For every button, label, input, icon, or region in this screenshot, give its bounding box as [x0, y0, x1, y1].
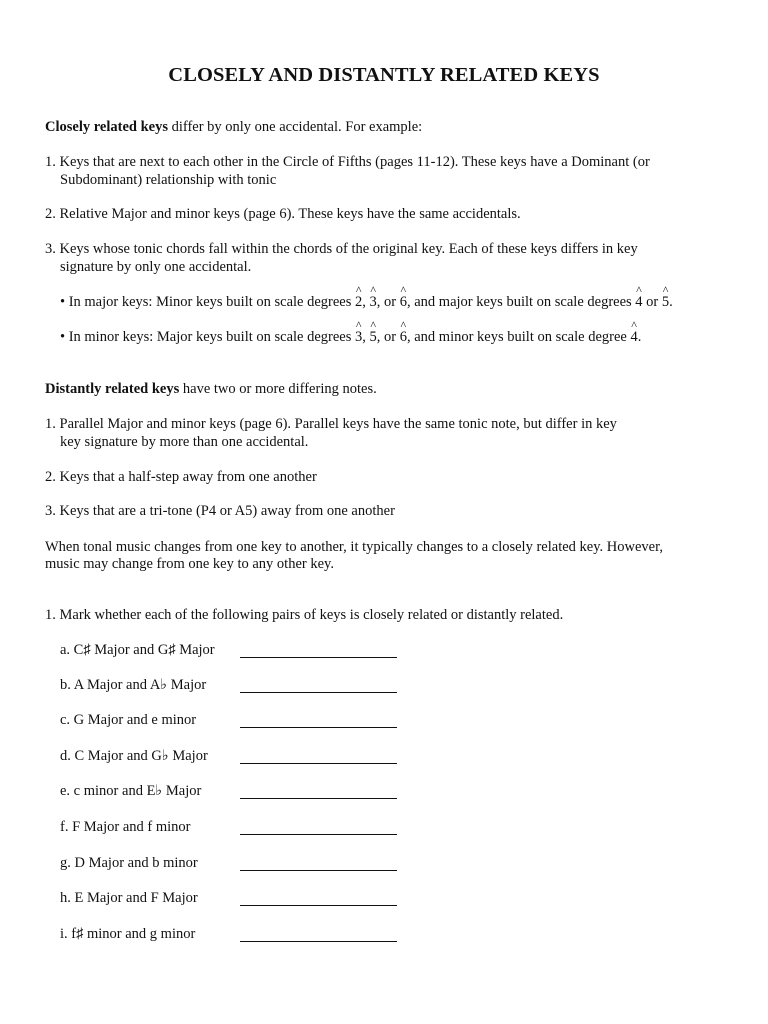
- bullet-text: .: [669, 294, 673, 310]
- caret-mark: ^: [400, 283, 407, 297]
- exercise-item-i-answer-blank[interactable]: [240, 941, 397, 942]
- exercise-item-b-label: b. A Major and A♭ Major: [60, 677, 207, 693]
- exercise-item-i-label: i. f♯ minor and g minor: [60, 926, 196, 942]
- bullet-text: ,: [362, 294, 370, 310]
- scale-degree-number: 4: [635, 294, 643, 310]
- caret-mark: ^: [662, 283, 669, 297]
- scale-degree-number: 5: [661, 294, 670, 310]
- exercise-item-a-answer-blank[interactable]: [240, 657, 397, 658]
- bullet-text: , and minor keys built on scale degree: [406, 329, 631, 345]
- exercise-item-c-answer-blank[interactable]: [240, 727, 397, 728]
- closely-item-1-line-2: Subdominant) relationship with tonic: [60, 172, 277, 188]
- scale-degree: [661, 283, 670, 311]
- bullet-text: or: [642, 294, 662, 310]
- scale-degree-number: 3: [355, 329, 363, 345]
- distantly-related-definition: have two or more differing notes.: [179, 381, 377, 397]
- exercise-item-f-label: f. F Major and f minor: [60, 819, 191, 835]
- bullet-text: • In minor keys: Major keys built on scale degrees: [60, 329, 356, 345]
- exercise-item-g-answer-blank[interactable]: [240, 870, 397, 871]
- exercise-item-e-answer-blank[interactable]: [240, 798, 397, 799]
- scale-degree: [635, 283, 643, 311]
- closely-item-1-line-1: 1. Keys that are next to each other in the Circle of Fifths (pages 11-12). These keys have a Dominant (or: [45, 154, 650, 170]
- page-title: CLOSELY AND DISTANTLY RELATED KEYS: [168, 64, 600, 86]
- exercise-item-d-answer-blank[interactable]: [240, 763, 397, 764]
- scale-degree-number: 4: [630, 329, 638, 345]
- exercise-item-c-label: c. G Major and e minor: [60, 712, 197, 728]
- scale-degree-number: 5: [369, 329, 377, 345]
- scale-degree: [369, 283, 377, 311]
- bullet-text: • In major keys: Minor keys built on scale degrees: [60, 294, 356, 310]
- scale-degree: [399, 283, 407, 311]
- closely-related-intro: [45, 119, 422, 136]
- closely-related-definition: differ by only one accidental. For example:: [167, 119, 423, 135]
- closely-related-term: Closely related keys: [45, 119, 168, 135]
- exercise-item-e-label: e. c minor and E♭ Major: [60, 783, 202, 799]
- caret-mark: ^: [355, 318, 362, 332]
- exercise-item-b-answer-blank[interactable]: [240, 692, 397, 693]
- scale-degree: [630, 318, 638, 346]
- bullet-text: , and major keys built on scale degrees: [406, 294, 636, 310]
- exercise-item-f-answer-blank[interactable]: [240, 834, 397, 835]
- scale-degree: [355, 318, 363, 346]
- exercise-item-h-label: h. E Major and F Major: [60, 890, 198, 906]
- exercise-item-d-label: d. C Major and G♭ Major: [60, 748, 208, 764]
- minor-keys-bullet: [60, 318, 642, 346]
- bullet-text: , or: [376, 329, 400, 345]
- closely-item-2: 2. Relative Major and minor keys (page 6). These keys have the same accidentals.: [45, 206, 521, 222]
- distantly-item-3: 3. Keys that are a tri-tone (P4 or A5) away from one another: [45, 503, 395, 519]
- bullet-text: ,: [362, 329, 370, 345]
- distantly-item-1-line-2: key signature by more than one accidental.: [60, 434, 309, 450]
- closely-item-3-line-1: 3. Keys whose tonic chords fall within the chords of the original key. Each of these keys differs in key: [45, 241, 638, 257]
- scale-degree: [369, 318, 377, 346]
- scale-degree-number: 6: [399, 329, 407, 345]
- exercise-item-a-label: a. C♯ Major and G♯ Major: [60, 642, 215, 658]
- scale-degree: [355, 283, 363, 311]
- caret-mark: ^: [631, 318, 637, 332]
- caret-mark: ^: [400, 318, 407, 332]
- bullet-text: , or: [376, 294, 400, 310]
- distantly-item-1-line-1: 1. Parallel Major and minor keys (page 6). Parallel keys have the same tonic note, but differ in key: [45, 416, 617, 432]
- scale-degree-number: 6: [399, 294, 407, 310]
- summary-line-2: music may change from one key to any other key.: [45, 556, 334, 572]
- major-keys-bullet: [60, 283, 673, 311]
- scale-degree-number: 3: [369, 294, 377, 310]
- caret-mark: ^: [370, 318, 376, 332]
- distantly-item-2: 2. Keys that a half-step away from one another: [45, 469, 317, 485]
- caret-mark: ^: [355, 283, 362, 297]
- exercise-item-g-label: g. D Major and b minor: [60, 855, 198, 871]
- closely-item-3-line-2: signature by only one accidental.: [60, 259, 252, 275]
- distantly-related-intro: [45, 381, 377, 398]
- caret-mark: ^: [370, 283, 376, 297]
- bullet-text: .: [637, 329, 642, 345]
- exercise-item-h-answer-blank[interactable]: [240, 905, 397, 906]
- summary-line-1: When tonal music changes from one key to another, it typically changes to a closely related key. However,: [45, 539, 663, 555]
- scale-degree-number: 2: [355, 294, 363, 310]
- caret-mark: ^: [636, 283, 642, 297]
- scale-degree: [399, 318, 407, 346]
- exercise-prompt: 1. Mark whether each of the following pairs of keys is closely related or distantly related.: [45, 607, 564, 623]
- distantly-related-term: Distantly related keys: [45, 381, 180, 397]
